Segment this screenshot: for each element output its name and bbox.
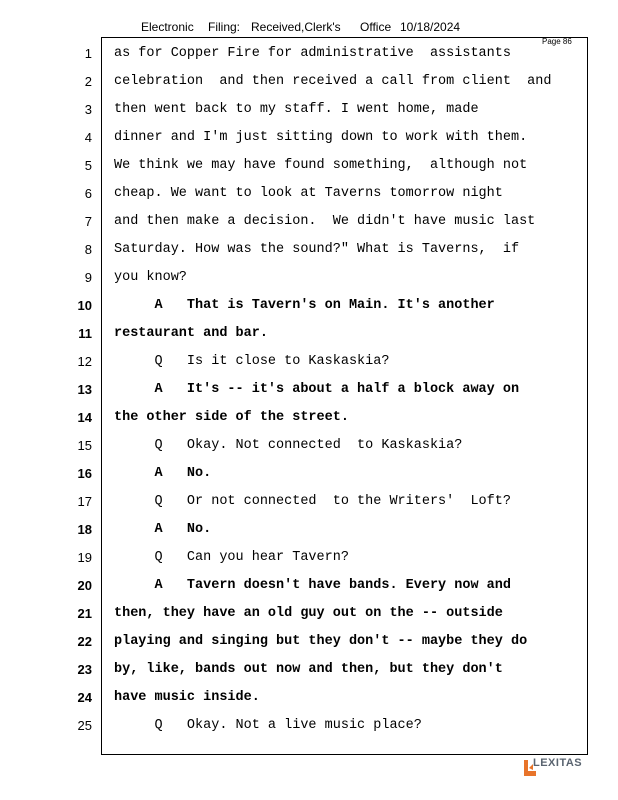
line-text: Q Is it close to Kaskaskia? — [114, 354, 390, 369]
line-number: 23 — [77, 662, 92, 677]
line-text: playing and singing but they don't -- maybe they do — [114, 634, 528, 649]
line-number: 22 — [77, 634, 92, 649]
line-text: then, they have an old guy out on the -- outside — [114, 606, 503, 621]
transcript-line — [0, 606, 618, 634]
transcript-line — [0, 718, 618, 746]
line-number: 14 — [77, 410, 92, 425]
line-number: 19 — [77, 550, 92, 565]
lexitas-logo-text: LEXITAS — [533, 757, 583, 769]
line-text: Q Can you hear Tavern? — [114, 550, 349, 565]
header-date: 10/18/2024 — [400, 20, 461, 34]
line-number: 15 — [77, 438, 92, 453]
transcript-line — [0, 578, 618, 606]
transcript-line — [0, 466, 618, 494]
line-text: A That is Tavern's on Main. It's another — [114, 298, 495, 313]
transcript-line — [0, 242, 618, 270]
transcript-line — [0, 410, 618, 438]
transcript-line — [0, 662, 618, 690]
transcript-line — [0, 382, 618, 410]
line-text: you know? — [114, 270, 187, 285]
line-number: 11 — [78, 326, 92, 341]
line-number: 12 — [77, 354, 92, 369]
line-text: Q Okay. Not a live music place? — [114, 718, 422, 733]
line-text: A No. — [114, 522, 212, 537]
line-number: 20 — [77, 578, 92, 593]
transcript-line — [0, 102, 618, 130]
line-text: A Tavern doesn't have bands. Every now and — [114, 578, 511, 593]
line-text: We think we may have found something, although not — [114, 158, 528, 173]
transcript-line — [0, 46, 618, 74]
transcript-line — [0, 438, 618, 466]
line-text: cheap. We want to look at Taverns tomorrow night — [114, 186, 503, 201]
line-text: celebration and then received a call from client and — [114, 74, 552, 89]
transcript-line — [0, 298, 618, 326]
line-text: dinner and I'm just sitting down to work with them. — [114, 130, 528, 145]
header-office: Office — [360, 20, 392, 34]
line-number: 18 — [77, 522, 92, 537]
header-filing: Filing: — [208, 20, 241, 34]
transcript-line — [0, 326, 618, 354]
line-text: by, like, bands out now and then, but they don't — [114, 662, 503, 677]
line-text: the other side of the street. — [114, 410, 349, 425]
line-text: Q Okay. Not connected to Kaskaskia? — [114, 438, 463, 453]
line-number: 9 — [84, 270, 92, 285]
line-text: restaurant and bar. — [114, 326, 268, 341]
line-number: 3 — [84, 102, 92, 117]
line-text: Saturday. How was the sound?" What is Taverns, if — [114, 242, 520, 257]
line-number: 5 — [84, 158, 92, 173]
line-text: A It's -- it's about a half a block away on — [114, 382, 520, 397]
line-text: then went back to my staff. I went home, made — [114, 102, 479, 117]
line-number: 6 — [84, 186, 92, 201]
transcript-line — [0, 634, 618, 662]
line-number: 16 — [77, 466, 92, 481]
filing-header — [141, 20, 561, 36]
line-number: 2 — [84, 74, 92, 89]
line-text: as for Copper Fire for administrative assistants — [114, 46, 511, 61]
transcript-line — [0, 522, 618, 550]
transcript-line — [0, 494, 618, 522]
header-received: Received,Clerk's — [251, 20, 341, 34]
page-number: Page 86 — [542, 37, 572, 46]
line-number: 4 — [84, 130, 92, 145]
transcript-line — [0, 214, 618, 242]
transcript-line — [0, 354, 618, 382]
line-number: 10 — [77, 298, 92, 313]
transcript-line — [0, 270, 618, 298]
line-number: 17 — [77, 494, 92, 509]
transcript-line — [0, 690, 618, 718]
header-electronic: Electronic — [141, 20, 194, 34]
transcript-line — [0, 130, 618, 158]
transcript-line — [0, 186, 618, 214]
line-text: and then make a decision. We didn't have music last — [114, 214, 536, 229]
line-number: 8 — [84, 242, 92, 257]
line-text: A No. — [114, 466, 212, 481]
line-text: Q Or not connected to the Writers' Loft? — [114, 494, 511, 509]
line-number: 7 — [84, 214, 92, 229]
transcript-line — [0, 158, 618, 186]
line-number: 1 — [84, 46, 92, 61]
line-text: have music inside. — [114, 690, 260, 705]
line-number: 21 — [77, 606, 92, 621]
line-number: 25 — [77, 718, 92, 733]
line-number: 24 — [77, 690, 92, 705]
transcript-line — [0, 74, 618, 102]
transcript-line — [0, 550, 618, 578]
line-number: 13 — [77, 382, 92, 397]
